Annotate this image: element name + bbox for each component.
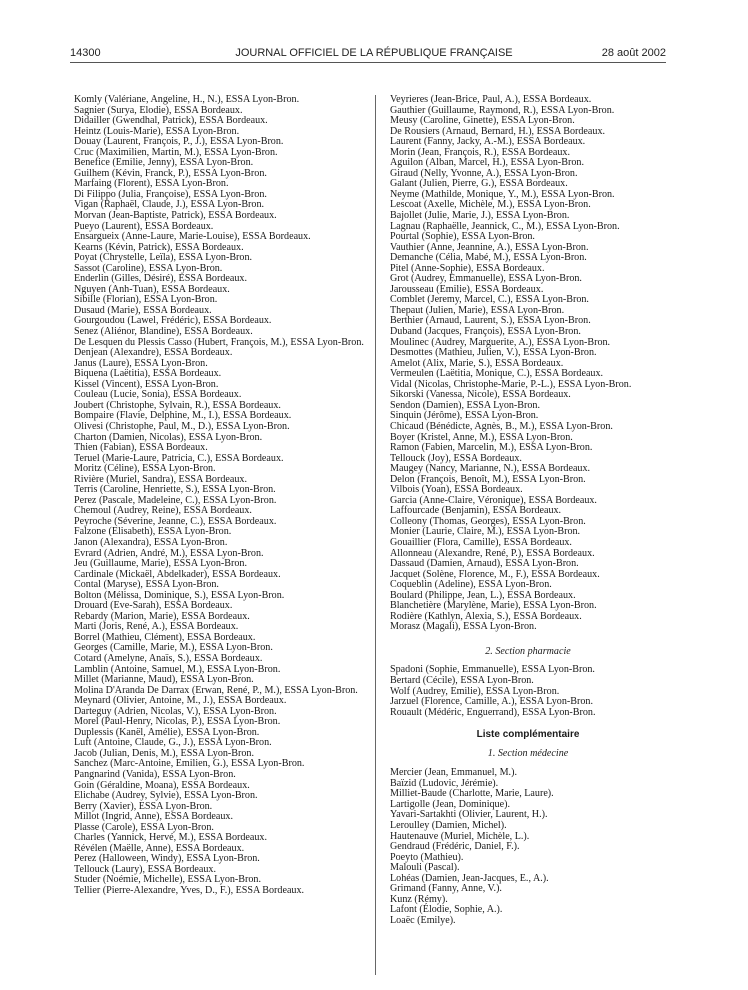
list-item: Jeu (Guillaume, Marie), ESSA Lyon-Bron. [74,558,247,570]
list-item: Monier (Laurie, Claire, M.), ESSA Lyon-Bron. [390,526,581,538]
list-item: Olivesi (Christophe, Paul, M., D.), ESSA Lyon-Bron. [74,420,290,432]
list-item: Rebardy (Marion, Marie), ESSA Bordeaux. [74,610,250,622]
list-item: Tellier (Pierre-Alexandre, Yves, D., F.), ESSA Bordeaux. [74,885,305,897]
list-item: Molina D'Aranda De Darrax (Erwan, René, P., M.), ESSA Lyon-Bron. [74,684,358,696]
list-item: Pitel (Anne-Sophie), ESSA Bordeaux. [390,262,545,274]
list-item: Dusaud (Marie), ESSA Bordeaux. [74,304,212,316]
list-item: Lamblin (Antoine, Samuel, M.), ESSA Lyon-Bron. [74,663,281,675]
list-item: Charton (Damien, Nicolas), ESSA Lyon-Bron. [74,431,263,443]
liste-complementaire-title: Liste complémentaire [476,729,580,741]
list-item: Bompaire (Flavie, Delphine, M., I.), ESSA Bordeaux. [74,410,292,422]
list-item: Mercier (Jean, Emmanuel, M.). [390,767,517,779]
list-item: Kissel (Vincent), ESSA Lyon-Bron. [74,378,219,390]
list-item: Goin (Géraldine, Moana), ESSA Bordeaux. [74,779,250,791]
list-item: Blanchetière (Marylène, Marie), ESSA Lyon-Bron. [390,600,597,612]
list-item: Tellouck (Laury), ESSA Bordeaux. [74,863,216,875]
list-item: De Lesquen du Plessis Casso (Hubert, François, M.), ESSA Lyon-Bron. [74,336,364,348]
list-item: Douay (Laurent, François, P., J.), ESSA Lyon-Bron. [74,136,284,148]
list-item: Benefice (Emilie, Jenny), ESSA Lyon-Bron. [74,157,254,169]
list-item: Leroulley (Damien, Michel). [390,820,507,831]
list-item: Enderlin (Gilles, Désiré), ESSA Bordeaux. [74,273,247,285]
list-item: Charles (Yannick, Hervé, M.), ESSA Bordeaux. [74,832,267,844]
list-item: Chemoul (Audrey, Reine), ESSA Bordeaux. [74,505,252,517]
list-item: Elichabe (Audrey, Sylvie), ESSA Lyon-Bron. [74,790,258,802]
page-number: 14300 [70,47,101,59]
list-item: Kunz (Rémy). [390,893,448,905]
list-item: Poyat (Chrystelle, Leïla), ESSA Lyon-Bron. [74,252,253,264]
list-item: Veyrieres (Jean-Brice, Paul, A.), ESSA Bordeaux. [390,94,592,105]
list-item: Denjean (Alexandre), ESSA Bordeaux. [74,347,233,359]
list-item: Cruc (Maximilien, Martin, M.), ESSA Lyon-Bron. [74,146,278,158]
list-item: Studer (Noémie, Michelle), ESSA Lyon-Bron. [74,874,261,886]
list-item: Biquena (Laëtitia), ESSA Bordeaux. [74,368,222,380]
list-item: Jarousseau (Emilie), ESSA Bordeaux. [390,283,544,295]
right-column-list [390,95,666,633]
list-item: Thepaut (Julien, Marie), ESSA Lyon-Bron. [390,304,565,316]
list-item: Moulinec (Audrey, Marguerite, A.), ESSA Lyon-Bron. [390,336,611,348]
list-item: Laffourcade (Benjamin), ESSA Bordeaux. [390,505,562,517]
list-item: Galant (Julien, Pierre, G.), ESSA Bordeaux. [390,178,568,190]
list-item: Millet (Marianne, Maud), ESSA Lyon-Bron. [74,674,254,686]
list-item: Chicaud (Bénédicte, Agnès, B., M.), ESSA Lyon-Bron. [390,420,613,432]
list-item: Vermeulen (Laëtitia, Monique, C.), ESSA Bordeaux. [390,368,604,380]
list-item: Amelot (Alix, Marie, S.), ESSA Bordeaux. [390,357,564,369]
list-item: Janus (Laure), ESSA Lyon-Bron. [74,357,208,369]
list-item: Di Filippo (Julia, Françoise), ESSA Lyon-Bron. [74,188,267,200]
list-item: Duplessis (Kanël, Amélie), ESSA Lyon-Bron. [74,726,260,738]
complementaire-list [390,768,666,926]
list-item: Jacquet (Solène, Florence, M., F.), ESSA Bordeaux. [390,568,600,580]
list-item: Marfaing (Florent), ESSA Lyon-Bron. [74,178,229,190]
list-item: Lagnau (Raphaëlle, Jeannick, C., M.), ESSA Lyon-Bron. [390,220,620,232]
list-item: Vigan (Raphaël, Claude, J.), ESSA Lyon-Bron. [74,199,265,211]
list-item: Terris (Caroline, Henriette, S.), ESSA Lyon-Bron. [74,484,276,496]
list-item: Sikorski (Vanessa, Nicole), ESSA Bordeaux. [390,389,571,401]
list-item: Wolf (Audrey, Emilie), ESSA Lyon-Bron. [390,685,560,697]
list-item: Lohéas (Damien, Jean-Jacques, E., A.). [390,872,549,884]
list-item: Janon (Alexandra), ESSA Lyon-Bron. [74,536,228,548]
list-item: Desmottes (Mathieu, Julien, V.), ESSA Lyon-Bron. [390,347,597,359]
list-item: Cardinale (Mickaël, Abdelkader), ESSA Bordeaux. [74,568,281,580]
list-item: Jacob (Julian, Denis, M.), ESSA Lyon-Bron. [74,747,254,759]
list-item: Sibille (Florian), ESSA Lyon-Bron. [74,294,218,306]
list-item: Cotard (Amelyne, Anaïs, S.), ESSA Bordeaux. [74,652,263,664]
list-item: Ramon (Fabien, Marcelin, M.), ESSA Lyon-Bron. [390,442,593,454]
list-item: Perez (Pascale, Madeleine, C.), ESSA Lyon-Bron. [74,494,277,506]
publication-date: 28 août 2002 [601,47,666,59]
column-divider [375,95,376,975]
list-item: Morel (Paul-Henry, Nicolas, P.), ESSA Lyon-Bron. [74,716,281,728]
list-item: Delon (François, Benoît, M.), ESSA Lyon-Bron. [390,473,586,485]
list-item: Ensargueix (Anne-Laure, Marie-Louise), ESSA Bordeaux. [74,231,311,243]
list-item: Lafont (Élodie, Sophie, A.). [390,904,503,916]
list-item: Maugey (Nancy, Marianne, N.), ESSA Bordeaux. [390,463,591,475]
list-item: Plasse (Carole), ESSA Lyon-Bron. [74,821,214,833]
list-item: Teruel (Marie-Laure, Patricia, C.), ESSA Bordeaux. [74,452,284,464]
section-medecine-title: 1. Section médecine [487,747,569,759]
list-item: Perez (Halloween, Windy), ESSA Lyon-Bron. [74,853,260,865]
list-item: Lartigolle (Jean, Dominique). [390,798,510,810]
list-item: Morin (Jean, François, R.), ESSA Bordeaux. [390,146,570,158]
list-item: Rivière (Muriel, Sandra), ESSA Bordeaux. [74,473,247,485]
list-item: Pueyo (Laurent), ESSA Bordeaux. [74,220,214,232]
list-item: Sendon (Damien), ESSA Lyon-Bron. [390,399,540,411]
list-item: Luft (Antoine, Claude, G., J.), ESSA Lyon-Bron. [74,737,272,749]
list-item: Milliet-Baude (Charlotte, Marie, Laure). [390,788,554,800]
list-item: Aguilon (Alban, Marcel, H.), ESSA Lyon-Bron. [390,157,585,169]
list-item: Rodière (Kathlyn, Alexia, S.), ESSA Bordeaux. [390,610,582,622]
list-item: Poeyto (Mathieu). [390,851,464,863]
list-item: Lescoat (Axelle, Michèle, M.), ESSA Lyon-Bron. [390,199,591,211]
list-item: Bajollet (Julie, Marie, J.), ESSA Lyon-Bron. [390,210,570,222]
list-item: Garcia (Anne-Claire, Véronique), ESSA Bordeaux. [390,494,597,506]
list-item: Heintz (Louis-Marie), ESSA Lyon-Bron. [74,125,240,137]
list-item: Darteguy (Adrien, Nicolas, V.), ESSA Lyon-Bron. [74,705,277,717]
list-item: Boyer (Kristel, Anne, M.), ESSA Lyon-Bron. [390,431,573,443]
list-item: Sanchez (Marc-Antoine, Emilien, G.), ESSA Lyon-Bron. [74,758,305,770]
list-item: Coqueblin (Adeline), ESSA Lyon-Bron. [390,579,552,591]
list-item: Baïzid (Ludovic, Jérémie). [390,777,499,789]
list-item: Joubert (Christophe, Sylvain, R.), ESSA Bordeaux. [74,399,281,411]
list-item: Révélen (Maëlle, Anne), ESSA Bordeaux. [74,842,245,854]
list-item: Contal (Maryse), ESSA Lyon-Bron. [74,579,219,591]
list-item: Senez (Aliénor, Blandine), ESSA Bordeaux. [74,326,253,338]
list-item: Neyme (Mathilde, Monique, Y., M.), ESSA Lyon-Bron. [390,188,615,200]
header-rule [70,62,666,63]
list-item: Peyroche (Séverine, Jeanne, C.), ESSA Bordeaux. [74,515,277,527]
right-column [390,95,666,926]
list-item: Morasz (Magali), ESSA Lyon-Bron. [390,621,537,633]
list-item: Georges (Camille, Marie, M.), ESSA Lyon-Bron. [74,642,273,654]
list-item: Gendraud (Frédéric, Daniel, F.). [390,841,520,853]
list-item: De Rousiers (Arnaud, Bernard, H.), ESSA Bordeaux. [390,125,606,137]
list-item: Laurent (Fanny, Jacky, A.-M.), ESSA Bordeaux. [390,136,586,148]
list-item: Moritz (Céline), ESSA Lyon-Bron. [74,463,216,475]
list-item: Malouli (Pascal). [390,862,460,874]
list-item: Sagnier (Surya, Elodie), ESSA Bordeaux. [74,104,243,116]
list-item: Berry (Xavier), ESSA Lyon-Bron. [74,800,213,812]
list-item: Sassot (Caroline), ESSA Lyon-Bron. [74,262,223,274]
list-item: Boulard (Philippe, Jean, L.), ESSA Bordeaux. [390,589,576,601]
list-item: Evrard (Adrien, André, M.), ESSA Lyon-Bron. [74,547,264,559]
journal-title: JOURNAL OFFICIEL DE LA RÉPUBLIQUE FRANÇAISE [235,47,513,59]
list-item: Meusy (Caroline, Ginette), ESSA Lyon-Bron. [390,115,575,127]
list-item: Colleony (Thomas, Georges), ESSA Lyon-Bron. [390,515,586,527]
list-item: Vilbois (Yoan), ESSA Bordeaux. [390,484,523,496]
list-item: Drouard (Eve-Sarah), ESSA Bordeaux. [74,600,233,612]
list-item: Didailler (Gwendhal, Patrick), ESSA Bordeaux. [74,115,268,127]
list-item: Demanche (Célia, Mabé, M.), ESSA Lyon-Bron. [390,252,587,264]
list-item: Gauthier (Guillaume, Raymond, R.), ESSA Lyon-Bron. [390,104,615,116]
list-item: Bolton (Mélissa, Dominique, S.), ESSA Lyon-Bron. [74,589,285,601]
list-item: Hautenauve (Muriel, Michèle, L.). [390,830,530,842]
list-item: Loaëc (Emilye). [390,914,456,926]
list-item: Kearns (Kévin, Patrick), ESSA Bordeaux. [74,241,244,253]
list-item: Bertard (Cécile), ESSA Lyon-Bron. [390,674,534,686]
list-item: Giraud (Nelly, Yvonne, A.), ESSA Lyon-Bron. [390,167,578,179]
list-item: Vauthier (Anne, Jeannine, A.), ESSA Lyon-Bron. [390,241,589,253]
list-item: Thien (Fabian), ESSA Bordeaux. [74,442,208,454]
list-item: Pangnarind (Vanida), ESSA Lyon-Bron. [74,769,236,780]
list-item: Marti (Joris, René, A.), ESSA Bordeaux. [74,621,239,633]
list-item: Meynard (Olivier, Antoine, M., J.), ESSA Bordeaux. [74,695,287,707]
list-item: Pourtal (Sophie), ESSA Lyon-Bron. [390,231,535,243]
list-item: Gouaillier (Flora, Camille), ESSA Bordeaux. [390,536,572,548]
list-item: Comblet (Jeremy, Marcel, C.), ESSA Lyon-Bron. [390,294,589,306]
list-item: Couleau (Lucie, Sonia), ESSA Bordeaux. [74,389,242,401]
list-item: Komly (Valériane, Angeline, H., N.), ESSA Lyon-Bron. [74,94,300,105]
list-item: Tellouck (Joy), ESSA Bordeaux. [390,452,522,464]
list-item: Nguyen (Anh-Tuan), ESSA Bordeaux. [74,283,230,295]
left-column [74,95,366,897]
list-item: Berthier (Arnaud, Laurent, S.), ESSA Lyon-Bron. [390,315,591,327]
pharmacie-list [390,665,666,718]
list-item: Grot (Audrey, Emmanuelle), ESSA Lyon-Bron. [390,273,582,285]
list-item: Vidal (Nicolas, Christophe-Marie, P.-L.), ESSA Lyon-Bron. [390,378,632,390]
list-item: Sinquin (Jérôme), ESSA Lyon-Bron. [390,410,539,422]
list-item: Dassaud (Damien, Arnaud), ESSA Lyon-Bron. [390,558,579,570]
list-item: Jarzuel (Florence, Camille, A.), ESSA Lyon-Bron. [390,696,593,708]
section-pharmacie-title: 2. Section pharmacie [485,645,571,657]
list-item: Grimand (Fanny, Anne, V.). [390,883,502,895]
list-item: Allonneau (Alexandre, René, P.), ESSA Bordeaux. [390,547,595,559]
list-item: Millot (Ingrid, Anne), ESSA Bordeaux. [74,811,233,823]
list-item: Rouault (Médéric, Enguerrand), ESSA Lyon-Bron. [390,706,596,718]
page-header [0,0,748,70]
list-item: Gourgoudou (Lawel, Frédéric), ESSA Bordeaux. [74,315,272,327]
list-item: Borrel (Mathieu, Clément), ESSA Bordeaux. [74,631,256,643]
list-item: Yavari-Sartakhti (Olivier, Laurent, H.). [390,809,548,821]
list-item: Morvan (Jean-Baptiste, Patrick), ESSA Bordeaux. [74,210,277,222]
list-item: Falzone (Elisabeth), ESSA Lyon-Bron. [74,526,232,538]
list-item: Duband (Jacques, François), ESSA Lyon-Bron. [390,326,581,338]
list-item: Spadoni (Sophie, Emmanuelle), ESSA Lyon-Bron. [390,664,595,676]
list-item: Guilhem (Kévin, Franck, P.), ESSA Lyon-Bron. [74,167,267,179]
